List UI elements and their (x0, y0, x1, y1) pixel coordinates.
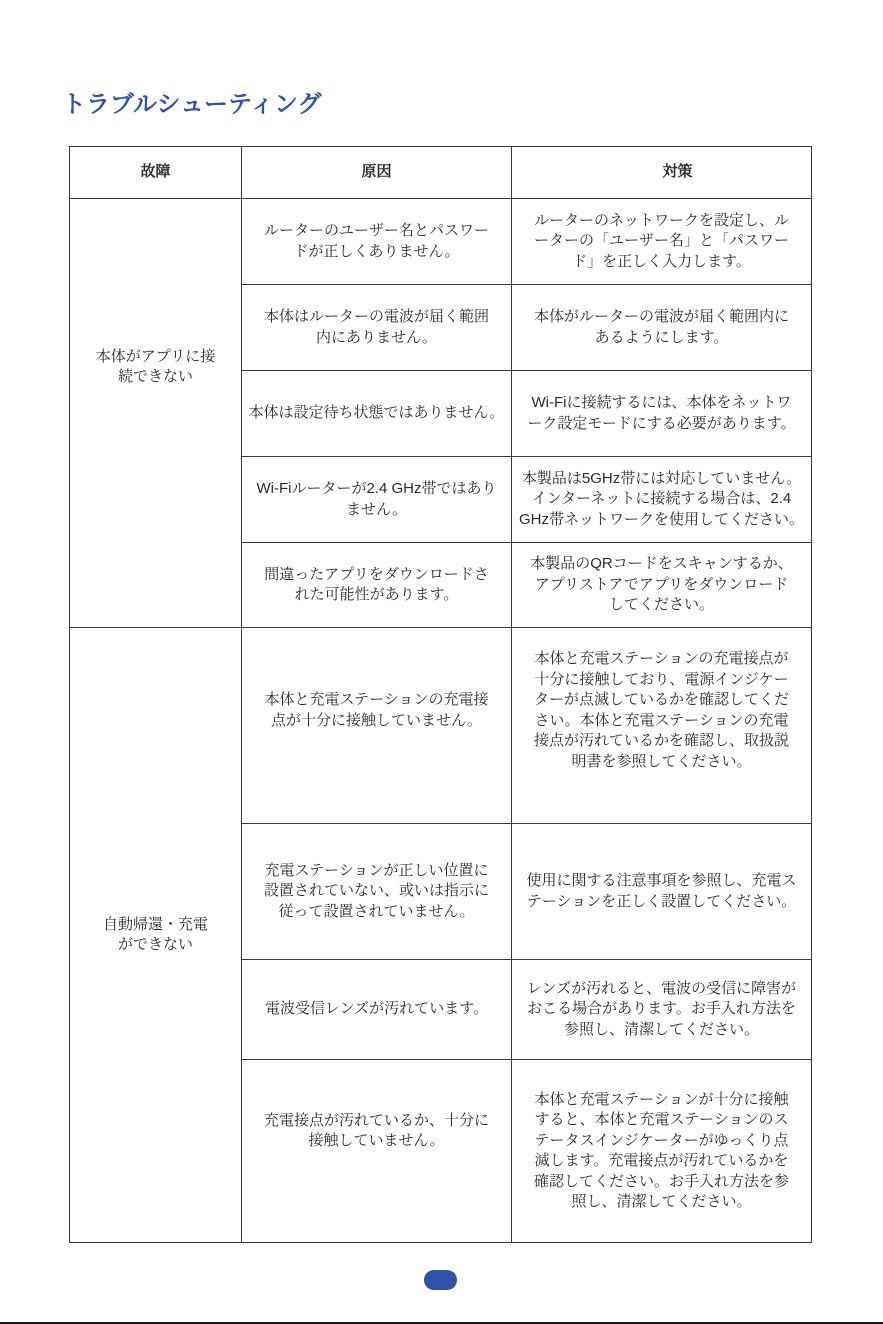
solution-cell (512, 285, 812, 371)
solution-cell (512, 457, 812, 543)
cause-cell (242, 1060, 512, 1243)
table-header-row (70, 147, 812, 199)
solution-cell (512, 543, 812, 628)
cause-text: 本体と充電ステーションの充電接点が十分に接触していません。 (264, 691, 489, 729)
solution-cell (512, 1060, 812, 1243)
solution-cell (512, 199, 812, 285)
solution-cell (512, 628, 812, 824)
cause-cell (242, 285, 512, 371)
fault-cell (70, 199, 242, 628)
cause-text: ルーターのユーザー名とパスワードが正しくありません。 (263, 222, 489, 260)
cause-text: 充電接点が汚れているか、十分に接触していません。 (263, 1111, 489, 1149)
cause-cell (242, 628, 512, 824)
fault-text: 自動帰還・充電ができない (102, 915, 208, 953)
solution-text: 本体がルーターの電波が届く範囲内にあるようにします。 (533, 308, 789, 346)
table-row (70, 199, 812, 285)
cause-text: 充電ステーションが正しい位置に設置されていない、或いは指示に従って設置されていません。 (263, 861, 489, 920)
page-title: トラブルシューティング (62, 91, 322, 118)
cause-text: 本体はルーターの電波が届く範囲内にありません。 (263, 308, 489, 346)
solution-cell (512, 960, 812, 1060)
solution-cell (512, 824, 812, 960)
cause-cell (242, 457, 512, 543)
table-header (70, 147, 812, 199)
solution-text: 使用に関する注意事項を参照し、充電ステーションを正しく設置してください。 (526, 872, 797, 910)
fault-text: 本体がアプリに接続できない (95, 347, 216, 385)
cause-cell (242, 371, 512, 457)
page-number-badge (424, 1270, 457, 1290)
table-row (70, 628, 812, 824)
solution-text: 本体と充電ステーションの充電接点が十分に接触しており、電源インジケーターが点滅しているかを確認してください。本体と充電ステーションの充電接点が汚れているかを確認し、取扱説明書を参照してください。 (533, 650, 789, 770)
solution-text: 本製品は5GHz帯には対応していません。インターネットに接続する場合は、2.4 GHz帯ネットワークを使用してください。 (518, 469, 804, 528)
cause-text: 本体は設定待ち状態ではありません。 (248, 404, 505, 422)
header-fault: 故障 (70, 147, 242, 199)
header-solution: 対策 (512, 147, 812, 199)
solution-text: Wi-Fiに接続するには、本体をネットワーク設定モードにする必要があります。 (527, 394, 796, 432)
cause-cell (242, 824, 512, 960)
header-cause: 原因 (242, 147, 512, 199)
solution-cell (512, 371, 812, 457)
solution-text: 本体と充電ステーションが十分に接触すると、本体と充電ステーションのステータスインジケーターがゆっくり点滅します。充電接点が汚れているかを確認してください。お手入れ方法を参照し、清潔してください。 (533, 1090, 789, 1210)
solution-text: レンズが汚れると、電波の受信に障害がおこる場合があります。お手入れ方法を参照し、清潔してください。 (526, 979, 797, 1038)
cause-text: 電波受信レンズが汚れています。 (265, 1000, 488, 1018)
troubleshooting-table (69, 146, 812, 1243)
solution-text: ルーターのネットワークを設定し、ルーターの「ユーザー名」と「パスワード」を正しく入力します。 (533, 211, 789, 270)
cause-cell (242, 960, 512, 1060)
cause-cell (242, 543, 512, 628)
solution-text: 本製品のQRコードをスキャンするか、アプリストアでアプリをダウンロードしてください。 (530, 555, 793, 614)
fault-cell (70, 628, 242, 1243)
cause-cell (242, 199, 512, 285)
cause-text: Wi-Fiルーターが2.4 GHz帯ではありません。 (256, 480, 497, 518)
table-body (70, 199, 812, 1243)
cause-text: 間違ったアプリをダウンロードされた可能性があります。 (264, 565, 489, 603)
